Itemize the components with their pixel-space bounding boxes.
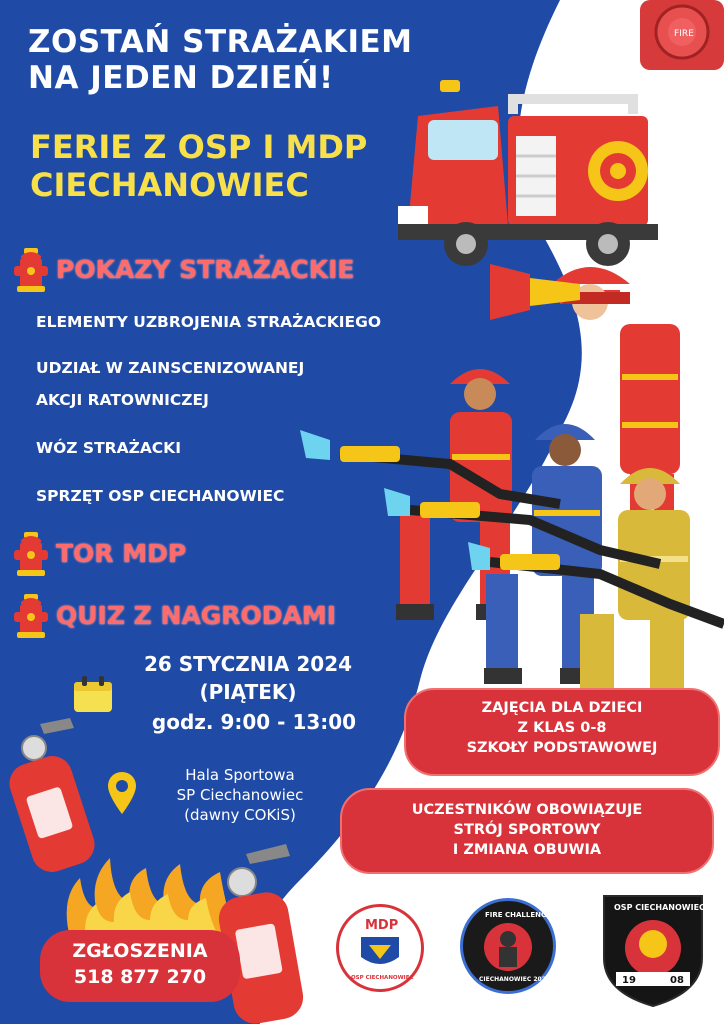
fire-challenge-logo [460,898,556,994]
section-quiz [14,592,336,638]
subtitle [30,128,367,204]
mdp-logo [336,904,424,992]
osp-logo-title: OSP CIECHANOWIEC [614,903,705,912]
section-tor [14,530,186,576]
event-place-line2: SP Ciechanowiec [176,786,304,804]
mdp-logo-graphic [339,907,421,989]
main-title-line2: NA JEDEN DZIEŃ! [28,60,334,96]
list-item: UDZIAŁ W ZAINSCENIZOWANEJ [36,359,305,377]
calendar-icon [72,676,114,714]
registration-badge [40,930,240,1002]
section-quiz-label: QUIZ Z NAGRODAMI [56,600,337,630]
subtitle-line1: FERIE Z OSP I MDP [30,128,368,166]
section-pokazy-label: POKAZY STRAŻACKIE [56,254,355,284]
hydrant-icon [14,592,48,638]
main-title-line1: ZOSTAŃ STRAŻAKIEM [28,24,413,60]
children-info-line3: SZKOŁY PODSTAWOWEJ [466,740,658,756]
osp-logo-year-left: 19 [622,975,636,986]
children-info-line2: Z KLAS 0-8 [517,720,607,736]
dress-code-line3: I ZMIANA OBUWIA [452,842,602,858]
osp-logo-year-right: 08 [670,975,684,986]
children-info-badge [404,688,720,776]
mdp-logo-text: MDP [365,918,399,933]
fire-challenge-top-text: FIRE CHALLENGE [485,911,552,919]
location-pin-icon [108,772,136,814]
event-day-text: (PIĄTEK) [199,680,297,704]
registration-label: ZGŁOSZENIA [72,940,208,962]
list-item: ELEMENTY UZBROJENIA STRAŻACKIEGO [36,313,382,331]
list-item: AKCJI RATOWNICZEJ [36,391,209,409]
main-title [28,24,413,96]
event-place [150,765,330,825]
children-info-line1: ZAJĘCIA DLA DZIECI [481,700,643,716]
dress-code-line2: STRÓJ SPORTOWY [453,822,601,838]
event-date-text: 26 STYCZNIA 2024 [143,652,353,676]
event-place-line1: Hala Sportowa [185,766,295,784]
hydrant-icon [14,530,48,576]
firefighters-illustration [300,244,724,690]
alarm-text: FIRE [674,29,694,39]
fire-challenge-bottom-text: CIECHANOWIEC 2023 [479,976,551,983]
subtitle-line2: CIECHANOWIEC [30,166,309,204]
fire-alarm-icon [640,0,724,70]
event-date [128,650,368,706]
fire-challenge-logo-graphic [463,901,553,991]
hydrant-icon [14,246,48,292]
section-tor-label: TOR MDP [56,538,187,568]
dress-code-line1: UCZESTNIKÓW OBOWIĄZUJE [411,802,643,818]
osp-ciechanowiec-logo [598,888,708,1010]
registration-phone[interactable]: 518 877 270 [73,966,207,988]
fire-extinguisher-icon [0,714,100,874]
mdp-logo-caption: OSP CIECHANOWIEC [351,975,414,981]
list-item: SPRZĘT OSP CIECHANOWIEC [36,487,285,505]
fire-truck-icon [398,76,658,272]
dress-code-badge [340,788,714,874]
event-hours: godz. 9:00 - 13:00 [151,710,357,734]
list-item: WÓZ STRAŻACKI [36,439,181,457]
event-place-line3: (dawny COKiS) [184,806,296,824]
